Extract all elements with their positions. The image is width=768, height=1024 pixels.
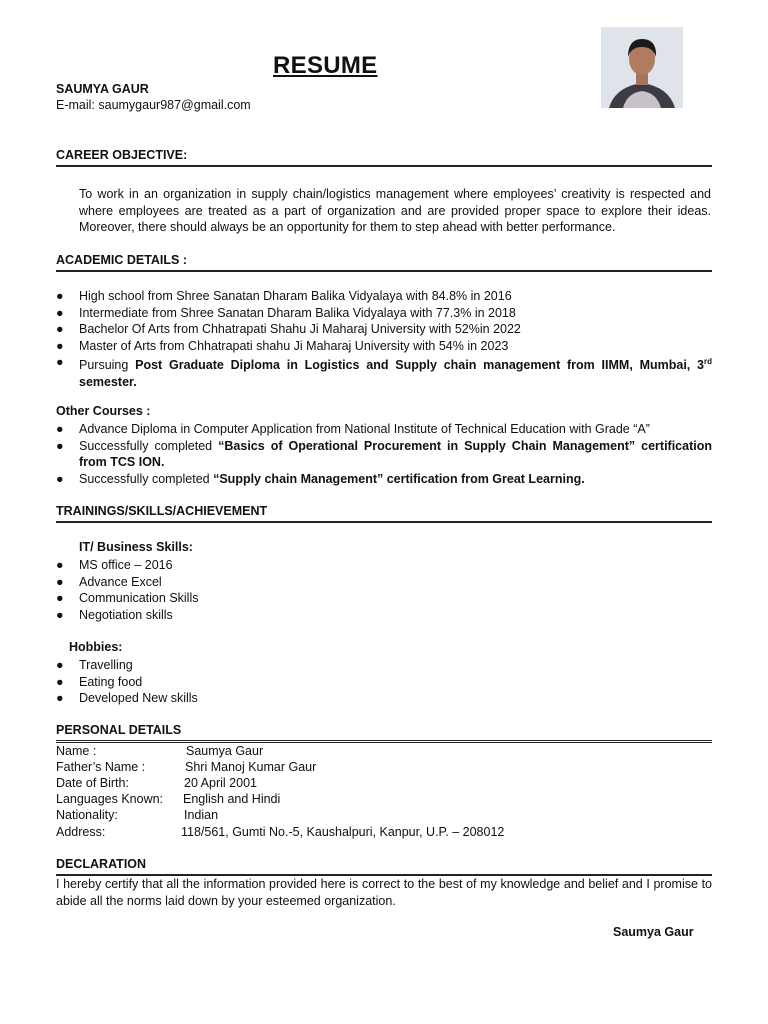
personal-value-name: Saumya Gaur [186,744,264,758]
profile-photo [601,27,683,108]
list-item: ● Successfully completed “Basics of Operational Procurement in Supply Chain Management” certification from TCS ION. [56,438,712,470]
personal-value-dob: 20 April 2001 [184,776,257,790]
personal-label-nationality: Nationality: [56,808,118,822]
list-item: ● Intermediate from Shree Sanatan Dharam Balika Vidyalaya with 77.3% in 2018 [56,305,516,320]
list-item: ● Advance Diploma in Computer Application from National Institute of Technical Education with Grade “A” [56,422,650,436]
other-courses-heading: Other Courses : [56,404,151,418]
personal-label-father: Father’s Name : [56,760,146,774]
list-item: ● Bachelor Of Arts from Chhatrapati Shahu Ji Maharaj University with 52%in 2022 [56,322,521,337]
list-item: ● Master of Arts from Chhatrapati shahu Ji Maharaj University with 54% in 2023 [56,338,509,353]
other-courses-list [56,421,712,487]
hobbies-heading: Hobbies: [69,640,123,654]
list-item: ● Developed New skills [56,691,198,706]
list-item: ● Eating food [56,674,143,689]
it-skills-heading: IT/ Business Skills: [79,540,193,554]
personal-label-languages: Languages Known: [56,792,164,806]
skills-heading: TRAININGS/SKILLS/ACHIEVEMENT [56,504,712,523]
list-item: ● MS office – 2016 [56,558,173,572]
personal-value-languages: English and Hindi [183,792,281,806]
personal-value-address: 118/561, Gumti No.-5, Kaushalpuri, Kanpur, U.P. – 208012 [181,825,505,839]
signature-name: Saumya Gaur [613,925,694,939]
career-objective-heading: CAREER OBJECTIVE: [56,148,712,167]
resume-title: RESUME [273,52,378,79]
declaration-text: I hereby certify that all the information provided here is correct to the best of my knowledge and belief and I promise to abide all the norms laid down by your esteemed organization. [56,877,712,908]
declaration-heading: DECLARATION [56,857,712,876]
career-objective-text: To work in an organization in supply chain/logistics management where employees’ creativity is respected and where employees are treated as a part of organization and are provided proper space to explore their ideas. Moreover, there should always be an opportunity for them to step ahead with better performance. [79,187,711,235]
list-item: ● Advance Excel [56,574,162,589]
personal-label-name: Name : [56,744,97,758]
personal-value-nationality: Indian [184,808,219,822]
candidate-name: SAUMYA GAUR [56,82,149,96]
it-skills-list [56,557,456,623]
email-line: E-mail: saumygaur987@gmail.com [56,98,251,112]
hobbies-list [56,657,456,707]
academic-details-heading: ACADEMIC DETAILS : [56,253,712,272]
personal-value-father: Shri Manoj Kumar Gaur [185,760,317,774]
personal-label-dob: Date of Birth: [56,776,129,790]
list-item: ● High school from Shree Sanatan Dharam Balika Vidyalaya with 84.8% in 2016 [56,289,512,303]
personal-label-address: Address: [56,825,106,839]
list-item: ● Negotiation skills [56,607,173,622]
personal-details-heading: PERSONAL DETAILS [56,723,712,743]
list-item: ● Communication Skills [56,591,199,606]
list-item: ● Travelling [56,658,133,672]
academic-list [56,288,712,391]
list-item: ● Pursuing Post Graduate Diploma in Logistics and Supply chain management from IIMM, Mumbai, 3rd semester. [56,355,713,390]
list-item: ● Successfully completed “Supply chain Management” certification from Great Learning. [56,471,585,486]
